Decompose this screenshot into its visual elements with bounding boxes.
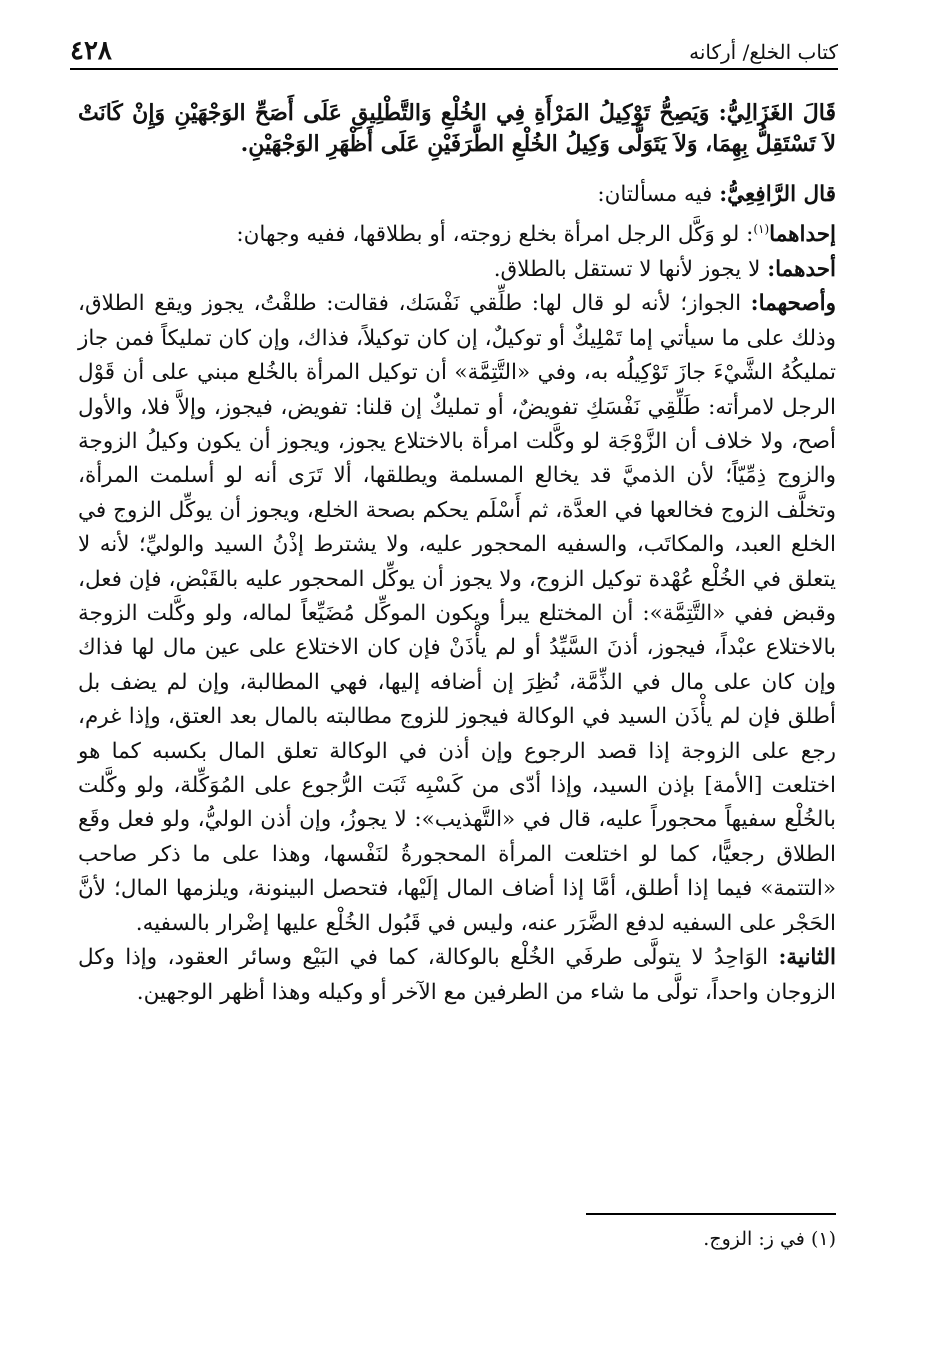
page-header: [70, 34, 838, 70]
footnote: [400, 1228, 836, 1250]
matn-lead: قَالَ الغَزَالِيُّ:: [718, 100, 836, 126]
sharh-intro-lead: قال الرَّافِعِيُّ:: [719, 182, 836, 207]
first-view-text: لا يجوز لأنها لا تستقل بالطلاق.: [493, 256, 768, 282]
footnote-reference: (١): [753, 222, 770, 237]
first-view-lead: أحدهما:: [767, 256, 836, 282]
page-number: ٤٢٨: [70, 36, 112, 66]
first-issue-lead: إحداهما: [769, 222, 836, 248]
main-text: [78, 98, 836, 1010]
second-issue-paragraph: [78, 941, 836, 1010]
first-issue-text: : لو وَكَّل الرجل امرأة بخلع زوجته، أو بطلاقها، ففيه وجهان:: [236, 222, 754, 248]
first-view-paragraph: [78, 253, 836, 287]
running-title: كتاب الخلع/ أركانه: [689, 40, 838, 64]
first-issue-paragraph: [78, 212, 836, 253]
footnote-text: في ز: الزوج.: [703, 1228, 805, 1250]
correct-view-paragraph: [78, 287, 836, 941]
footnote-marker: (١): [810, 1228, 836, 1250]
sharh-intro: [78, 178, 836, 212]
footnote-separator: [586, 1213, 836, 1215]
sharh-intro-text: فيه مسألتان:: [597, 182, 720, 207]
matn-text: وَيَصِحُّ تَوْكِيلُ المَرْأَةِ فِي الخُلْعِ وَالتَّطْلِيقِ عَلَى أَصَحِّ الوَجْهَيْنِ وَإِنْ كَانَتْ لاَ تَسْتَقِلُّ بِهِمَا، وَلاَ يَتَوَلَّى وَكِيلُ الخُلْعِ الطَّرَفَيْنِ عَلَى أَظْهَرِ الوَجْهَيْنِ.: [78, 100, 836, 157]
correct-view-lead: وأصحهما:: [750, 291, 836, 317]
second-issue-lead: الثانية:: [778, 945, 836, 971]
second-issue-text: الوَاحِدُ لا يتولَّى طرفَي الخُلْع بالوكالة، كما في البَيْع وسائر العقود، وإذا وكل الزوجان واحداً، تولَّى ما شاء من الطرفين مع الآخر أو وكيله وهذا أظهر الوجهين.: [78, 945, 836, 1005]
correct-view-text: الجواز؛ لأنه لو قال لها: طلِّقي نَفْسَك، فقالت: طلقْتُ، يجوز ويقع الطلاق، وذلك على ما سيأتي إما تَمْلِيكٌ أو توكيلٌ، إن كان توكيلاً، فذاك، وإن كان تمليكاً فمن جاز تمليكُهُ الشَّيْءَ جازَ تَوْكِيلُه به، وفي «التَّتِمَّة» أن توكيل المرأة بالخُلع مبني على أن قَوْل الرجل لامرأته: طَلِّقِي نَفْسَكِ تفويضٌ، أو تمليكٌ إن قلنا: تفويض، فيجوز، وإلاَّ فلا، والأول أصح، ولا خلاف أن الزَّوْجَة لو وكَّلت امرأة بالاختلاع يجوز، ويجوز أن يكون وكيلُ الزوجة والزوج ذِمِّيّاً؛ لأن الذميَّ قد يخالع المسلمة ويطلقها، ألا تَرَى أنه لو أسلمت المرأة، وتخلَّف الزوج فخالعها في العدَّة، ثم أَسْلَم يحكم بصحة الخلع، ويجوز أن يوكِّل الزوج في الخلع العبد، والمكاتَب، والسفيه المحجور عليه، ولا يشترط إذْنُ السيد والوليِّ؛ لأنه لا يتعلق في الخُلْع عُهْدة توكيل الزوج، ولا يجوز أن يوكِّل المحجور عليه بالقَبْض، فإن فعل، وقبض ففي «التَّتِمَّة»: أن المختلع يبرأ ويكون الموكِّل مُضَيِّعاً لماله، ولو وكَّلت الزوجة بالاختلاع عبْداً، فيجوز، أذنَ السَّيِّدُ أو لم يأْذَنْ فإن كان الاختلاع على عين مال لها فذاك وإن كان على مال في الذِّمَّة، نُظِرَ إن أضافه إليها، فهي المطالبة، وإن لم يضف بل أطلق فإن لم يأْذَن السيد في الوكالة فيجوز للزوج مطالبته بالمال بعد العتق، وإذا غرم، رجع على الزوجة إذا قصد الرجوع وإن أذن في الوكالة تعلق المال بكسبه كما هو اختلعت [الأمة] بإذن السيد، وإذا أدّى من كَسْبِه ثَبَت الرُّجوع على المُوَكِّلة، ولو وكَّلت بالخُلْع سفيهاً محجوراً عليه، قال في «التَّهذيب»: لا يجوزُ، وإن أذن الوليُّ، ولو فعل وقَع الطلاق رجعيًّا، كما لو اختلعت المرأة المحجورةُ لنَفْسها، وهذا على ما ذكر صاحب «التتمة» فيما إذا أطلق، أمَّا إذا أضاف المال إلَيْها، فتحصل البينونة، ويلزمها المال؛ لأنَّ الحَجْر على السفيه لدفع الضَّرَر عنه، وليس في قَبُول الخُلْع عليها إضْرار بالسفيه.: [78, 291, 836, 936]
matn-paragraph: [78, 98, 836, 160]
